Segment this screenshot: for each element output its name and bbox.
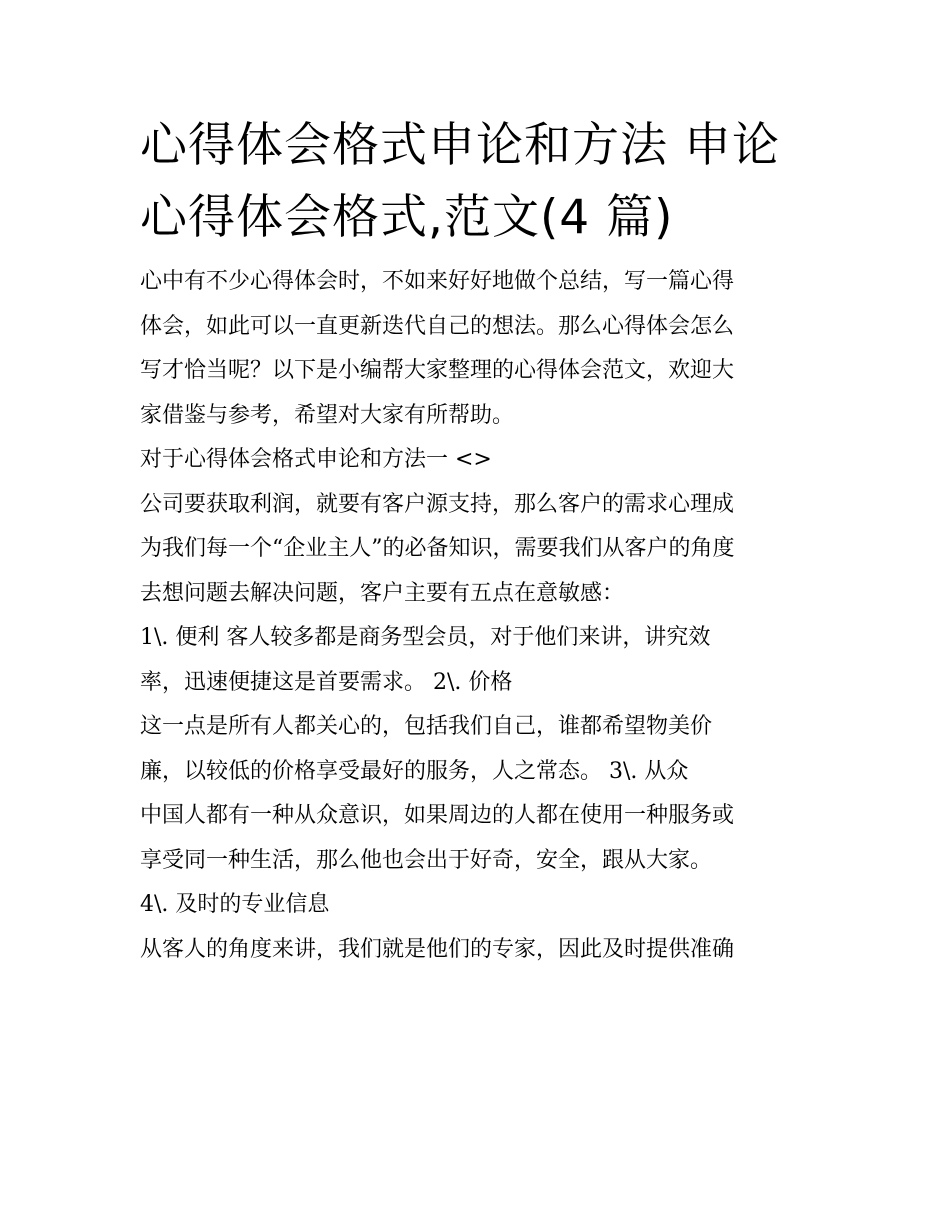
body-line: 家借鉴与参考，希望对大家有所帮助。 [140,402,515,428]
body-line: 公司要获取利润，就要有客户源支持，那么客户的需求心理成 [140,491,735,517]
document-page [140,110,820,972]
title-line: 心得体会格式,范文(4 篇) [140,190,674,245]
body-line: 写才恰当呢？以下是小编帮大家整理的心得体会范文，欢迎大 [140,358,735,383]
document-body [140,260,820,972]
body-line: 体会，如此可以一直更新迭代自己的想法。那么心得体会怎么 [140,313,735,339]
body-line: 为我们每一个“企业主人”的必备知识，需要我们从客户的角度 [140,536,735,561]
body-line: 心中有不少心得体会时，不如来好好地做个总结，写一篇心得 [140,269,735,294]
body-line: 这一点是所有人都关心的，包括我们自己，谁都希望物美价 [140,714,713,739]
body-line: 去想问题去解决问题，客户主要有五点在意敏感： [140,580,625,606]
section-heading: 对于心得体会格式申论和方法一 <> [140,447,492,472]
title-line: 心得体会格式申论和方法 申论 [140,118,780,173]
body-line: 从客人的角度来讲，我们就是他们的专家，因此及时提供准确 [140,936,735,962]
body-line: 享受同一种生活，那么他也会出于好奇，安全，跟从大家。 [140,847,713,873]
list-item-line: 4\. 及时的专业信息 [140,892,330,917]
list-item-line: 1\. 便利 客人较多都是商务型会员，对于他们来讲，讲究效 [140,625,711,650]
list-item-line: 廉，以较低的价格享受最好的服务，人之常态。 3\. 从众 [140,758,689,784]
document-title [140,110,820,254]
body-line: 中国人都有一种从众意识，如果周边的人都在使用一种服务或 [140,803,735,828]
list-item-line: 率，迅速便捷这是首要需求。 2\. 价格 [140,669,513,695]
